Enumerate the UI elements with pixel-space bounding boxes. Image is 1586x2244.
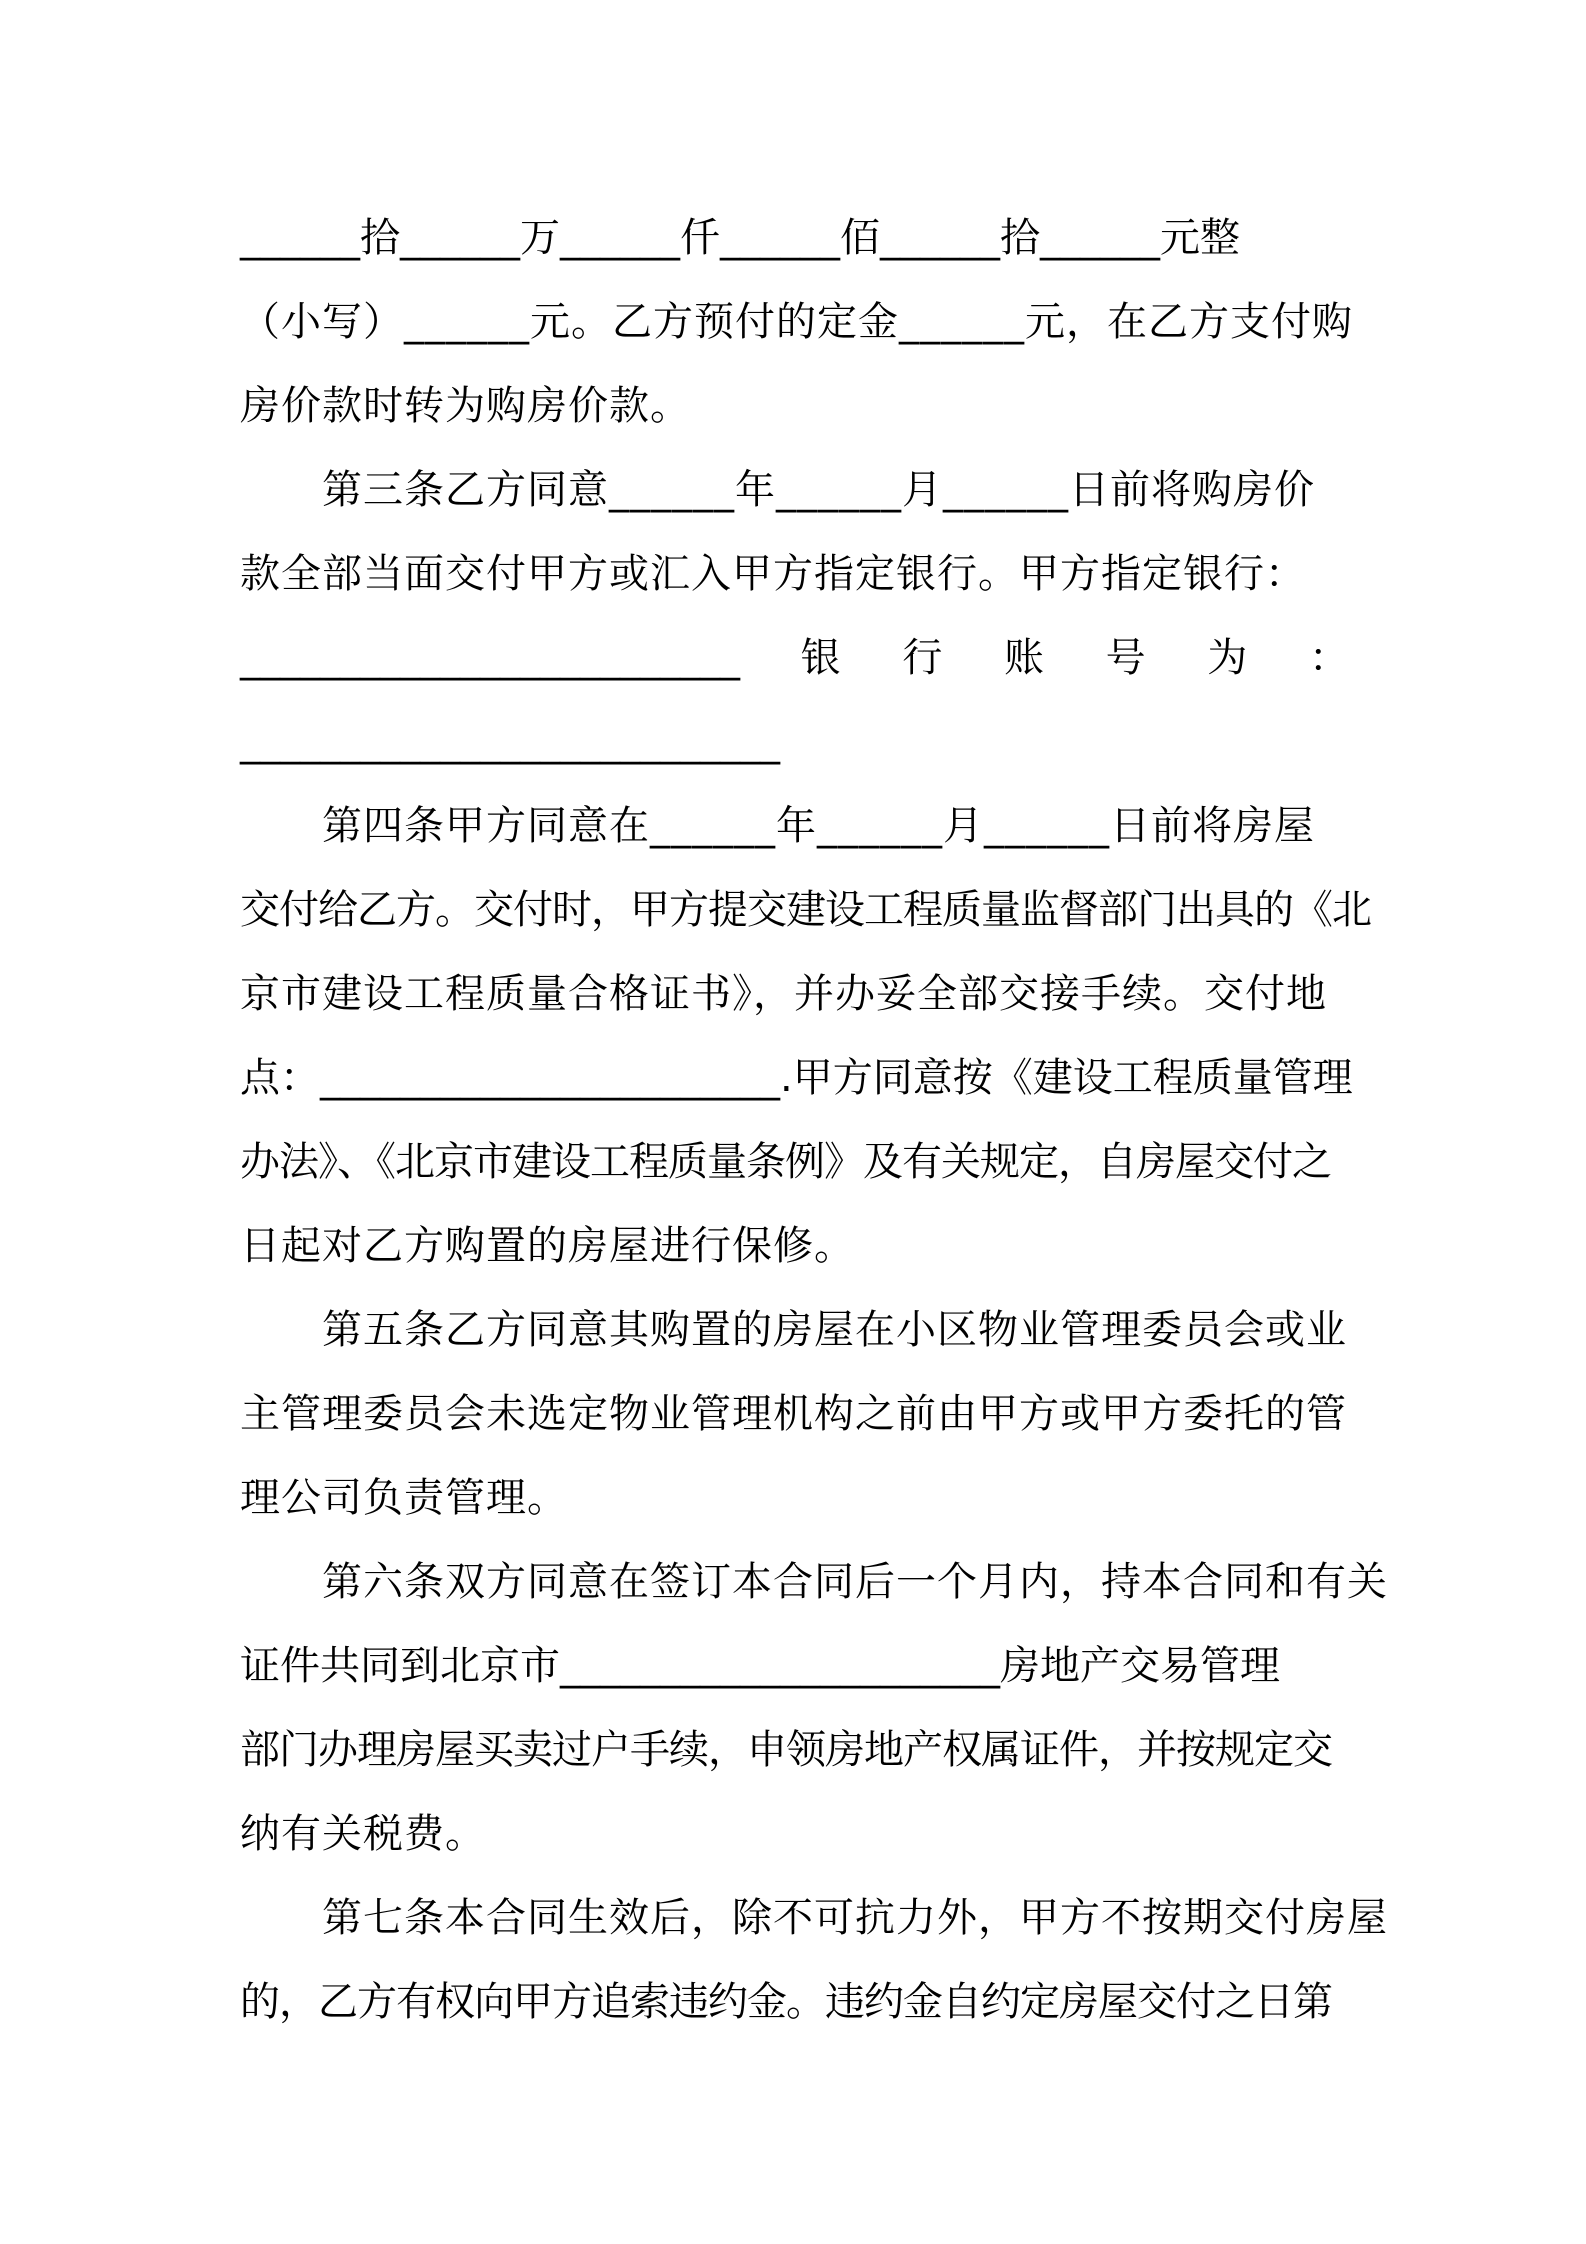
article-4-line-1: 第四条甲方同意在______年______月______日前将房屋 — [322, 803, 1315, 849]
bank-account-word-3: 账 — [1003, 635, 1045, 681]
article-5-line-3: 理公司负责管理。 — [240, 1475, 568, 1521]
article-3-line-1: 第三条乙方同意______年______月______日前将购房价 — [322, 467, 1315, 513]
bank-account-blank: ___________________________ — [240, 719, 780, 765]
bank-account-colon: ： — [1308, 635, 1350, 681]
article-7 — [240, 1876, 1388, 2044]
contract-body — [240, 196, 1388, 2044]
bank-account-word-5: 为 — [1207, 635, 1249, 681]
article-3-line-3 — [240, 616, 1350, 700]
article-7-line-1: 第七条本合同生效后，除不可抗力外，甲方不按期交付房屋 — [322, 1895, 1388, 1941]
article-2-continuation — [240, 196, 1353, 448]
article-6-line-1: 第六条双方同意在签订本合同后一个月内，持本合同和有关 — [322, 1559, 1388, 1605]
article-4-line-2: 交付给乙方。交付时，甲方提交建设工程质量监督部门出具的《北 — [240, 887, 1371, 933]
bank-name-blank: _________________________ — [240, 635, 740, 681]
price-lowercase-line: （小写）______元。乙方预付的定金______元，在乙方支付购 — [240, 299, 1353, 345]
article-3-line-2: 款全部当面交付甲方或汇入甲方指定银行。甲方指定银行： — [240, 551, 1306, 597]
article-6-line-3: 部门办理房屋买卖过户手续，申领房地产权属证件，并按规定交 — [240, 1727, 1332, 1773]
deposit-conversion-line: 房价款时转为购房价款。 — [240, 383, 691, 429]
article-4-line-5: 办法》、《北京市建设工程质量条例》及有关规定，自房屋交付之 — [240, 1139, 1331, 1185]
article-6-line-4: 纳有关税费。 — [240, 1811, 486, 1857]
article-4-line-3: 京市建设工程质量合格证书》，并办妥全部交接手续。交付地 — [240, 971, 1327, 1017]
article-6 — [240, 1540, 1388, 1876]
article-5-line-1: 第五条乙方同意其购置的房屋在小区物业管理委员会或业 — [322, 1307, 1347, 1353]
price-uppercase-line — [240, 196, 1350, 280]
article-5 — [240, 1288, 1350, 1540]
bank-account-word-4: 号 — [1105, 635, 1147, 681]
article-4 — [240, 784, 1371, 1288]
article-3 — [240, 448, 1350, 784]
article-4-line-6: 日起对乙方购置的房屋进行保修。 — [240, 1223, 855, 1269]
article-5-line-2: 主管理委员会未选定物业管理机构之前由甲方或甲方委托的管 — [240, 1391, 1347, 1437]
bank-account-word-2: 行 — [902, 635, 944, 681]
bank-account-blank-line — [240, 700, 1350, 784]
article-7-line-2: 的，乙方有权向甲方追索违约金。违约金自约定房屋交付之日第 — [240, 1979, 1332, 2025]
article-4-line-4: 点：_______________________.甲方同意按《建设工程质量管理 — [240, 1055, 1353, 1101]
bank-account-word-1: 银 — [800, 635, 842, 681]
article-6-line-2: 证件共同到北京市______________________房地产交易管理 — [240, 1643, 1280, 1689]
price-uppercase-text: ______拾______万______仟______佰______拾______元整 — [240, 215, 1240, 261]
